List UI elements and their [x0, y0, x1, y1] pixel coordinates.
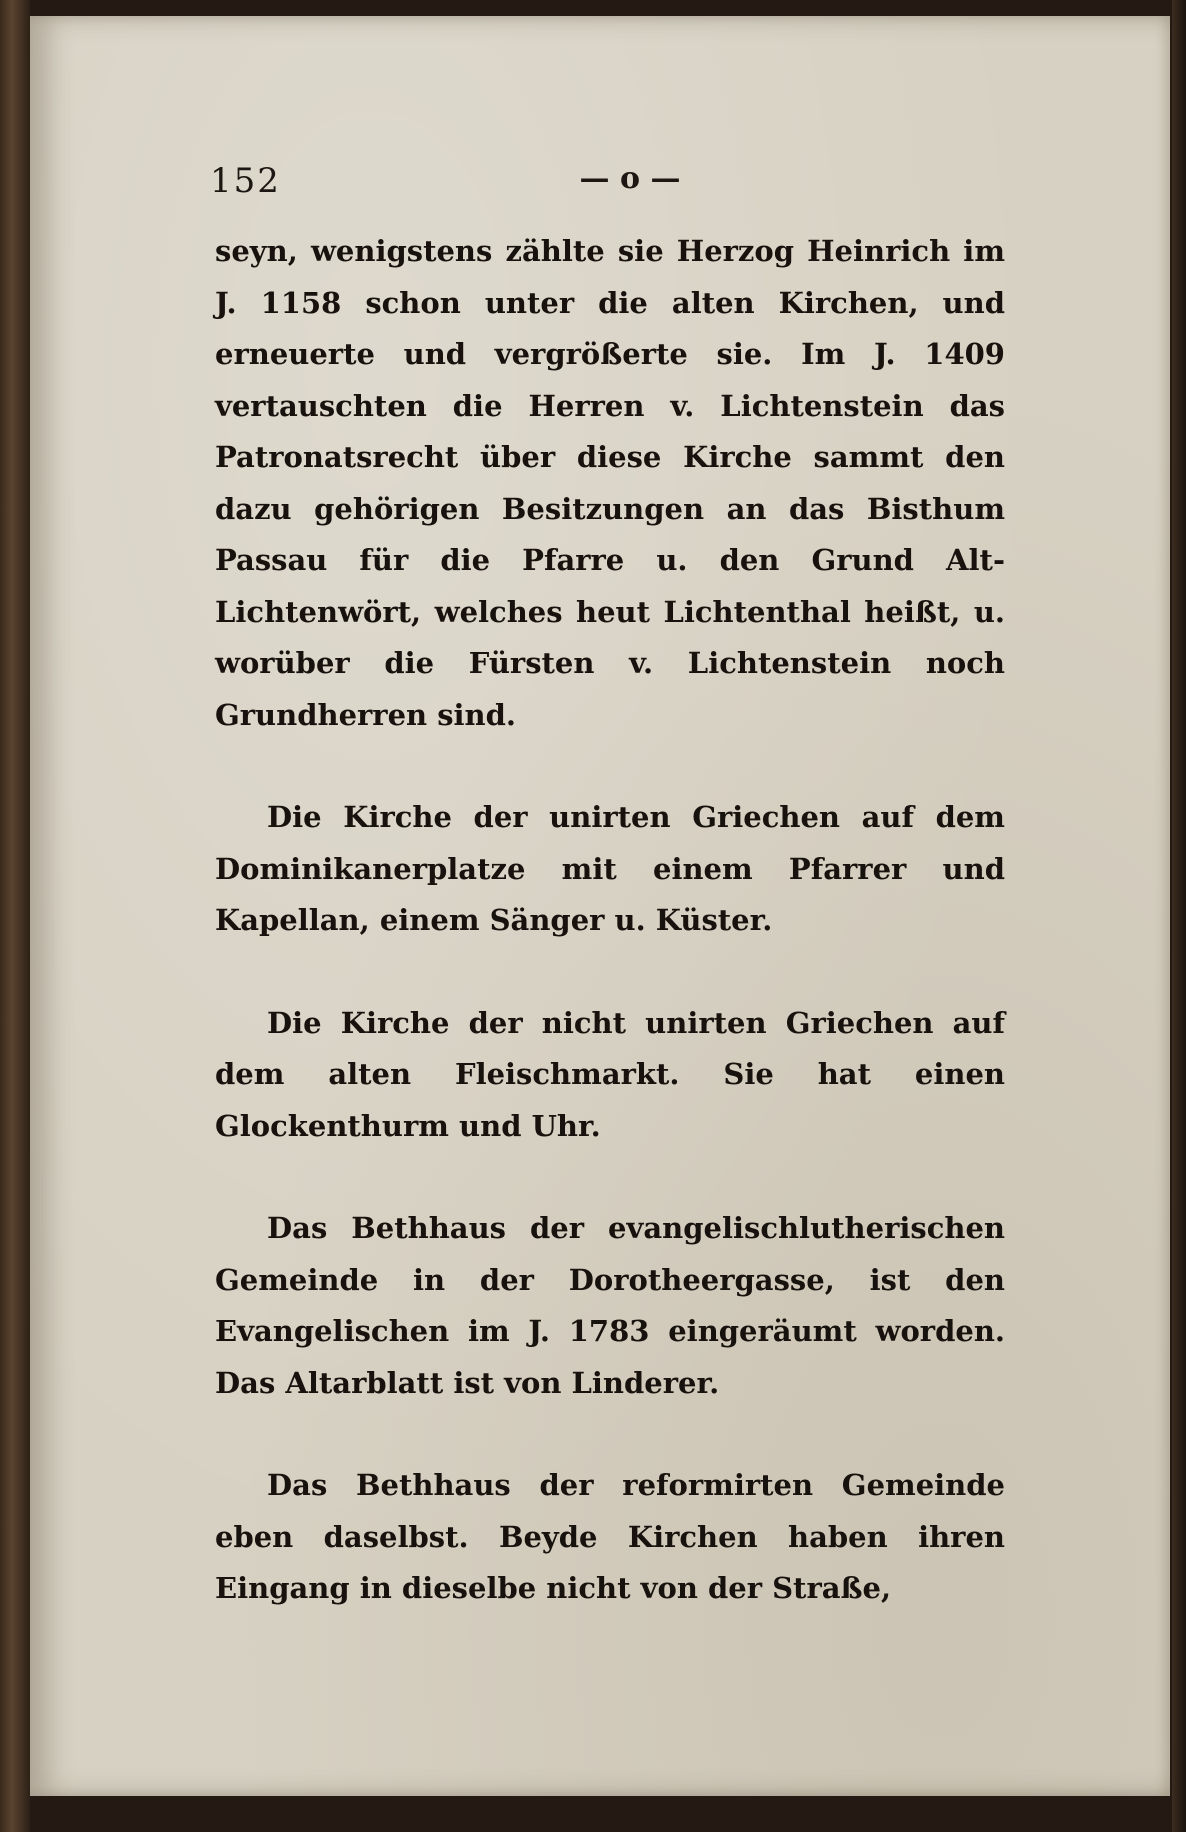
- book-spine-edge: [0, 0, 30, 1832]
- paragraph-1-text: seyn, wenigstens zählte sie Herzog Heinrich im J. 1158 schon unter die alten Kirchen, und erneuerte und vergrößerte sie. Im J. 1409 vertauschten die Herren v. Lichtenstein das Patronatsrecht über diese Kirche sammt den dazu gehörigen Besitzungen an das Bisthum Passau für die Pfarre u. den Grund Alt-Lichtenwört, welches heut Lichtenthal heißt, u. worüber die Fürsten v. Lichtenstein noch Grundherren sind.: [215, 234, 1005, 732]
- paragraph-2-text: Die Kirche der unirten Griechen auf dem Dominikanerplatze mit einem Pfarrer und Kapellan, einem Sänger u. Küster.: [215, 800, 1005, 937]
- page-number: 152: [210, 161, 281, 201]
- paragraph-5: [215, 1460, 1005, 1615]
- paragraph-5-text: Das Bethhaus der reformirten Gemeinde eben daselbst. Beyde Kirchen haben ihren Eingang in dieselbe nicht von der Straße,: [215, 1468, 1005, 1605]
- paragraph-3-text: Die Kirche der nicht unirten Griechen auf dem alten Fleischmarkt. Sie hat einen Glockenthurm und Uhr.: [215, 1005, 1005, 1143]
- paragraph-4-text: Das Bethhaus der evangelischlutherischen Gemeinde in der Dorotheergasse, ist den Evangelischen im J. 1783 eingeräumt worden. Das Altarblatt ist von Linderer.: [215, 1211, 1005, 1400]
- paragraph-2: [215, 792, 1005, 947]
- paragraph-3: [215, 998, 1005, 1153]
- page-sheet: [30, 16, 1170, 1796]
- book-right-edge: [1172, 0, 1186, 1832]
- paragraph-1: [215, 226, 1005, 741]
- page-header: [210, 161, 1010, 211]
- body-text: [215, 226, 1005, 1615]
- running-head: — o —: [579, 161, 681, 196]
- paragraph-4: [215, 1203, 1005, 1409]
